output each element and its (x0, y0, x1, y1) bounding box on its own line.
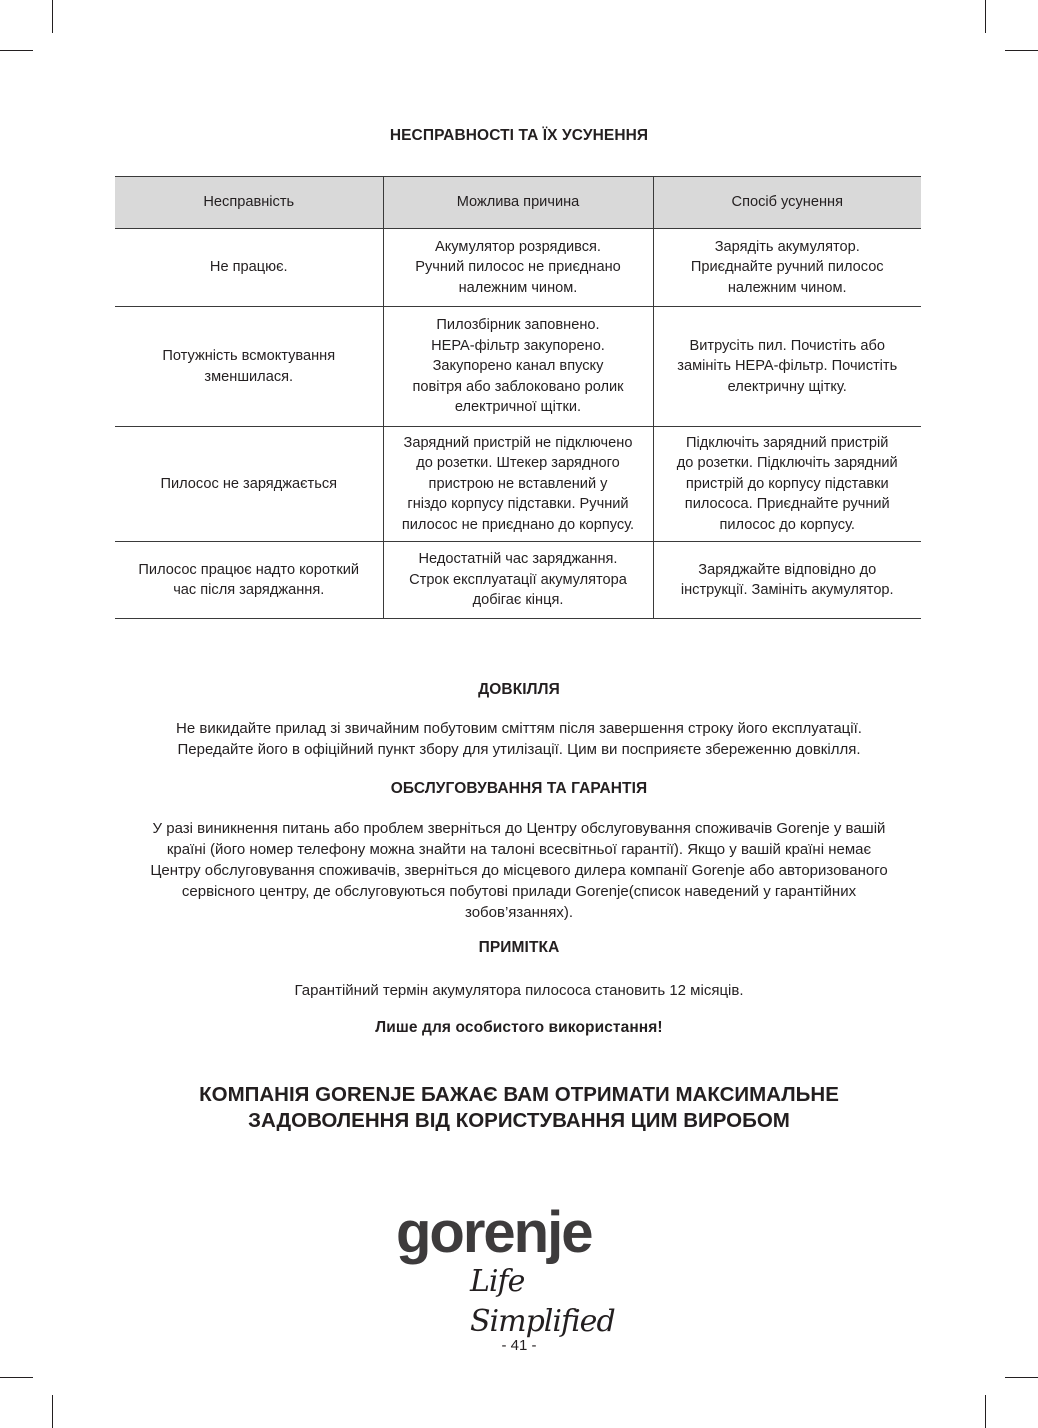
cell-line: Не працює. (209, 259, 288, 276)
troubleshooting-table (115, 176, 921, 619)
cell-line: Зарядіть акумулятор. (714, 238, 860, 255)
service-text (100, 818, 938, 923)
note-title: ПРИМІТКА (478, 939, 560, 956)
cell-line: гніздо корпусу підставки. Ручний (407, 496, 629, 513)
personal-use-note: Лише для особистого використання! (375, 1019, 663, 1036)
cell-line: Пилосос не заряджається (160, 475, 338, 492)
column-header-cause: Можлива причина (383, 177, 653, 229)
cell-line: Недостатній час заряджання. (418, 551, 618, 568)
cell-line: пристрою не вставлений у (428, 475, 608, 492)
fault-cell (115, 307, 383, 427)
cell-line: пилосос не приєднано до корпусу. (401, 516, 635, 533)
environment-text (100, 718, 938, 760)
cell-line: Підключіть зарядний пристрій (686, 434, 889, 451)
text-line: Передайте його в офіційний пункт збору для утилізації. Цим ви посприяєте збереженню довкілля. (177, 741, 861, 758)
cell-line: електричну щітку. (727, 378, 847, 395)
text-line: У разі виникнення питань або проблем зверніться до Центру обслуговування споживачів Gorenje у вашій (152, 820, 886, 837)
cell-line: електричної щітки. (454, 399, 582, 416)
note-text: Гарантійний термін акумулятора пилососа становить 12 місяців. (294, 982, 744, 999)
cell-line: Закупорено канал впуску (432, 358, 604, 375)
gorenje-logo: gorenje (396, 1200, 592, 1265)
service-title: ОБСЛУГОВУВАННЯ ТА ГАРАНТІЯ (390, 780, 648, 797)
text-line: сервісного центру, де обслуговуються побутові прилади Gorenje(список наведений у гарантійних (181, 883, 857, 900)
cell-line: зменшилася. (204, 368, 294, 385)
cell-line: Акумулятор розрядився. (435, 238, 601, 255)
column-header-fault: Несправність (115, 177, 383, 229)
remedy-cell (653, 229, 921, 307)
cell-line: добігає кінця. (472, 592, 564, 609)
cell-line: пилососа. Приєднайте ручний (684, 496, 890, 513)
cell-line: HEPA-фільтр закупорено. (431, 337, 605, 354)
cause-cell (383, 229, 653, 307)
table-row (115, 229, 921, 307)
cell-line: замініть HEPA-фільтр. Почистіть (677, 358, 898, 375)
cell-line: Приєднайте ручний пилосос (690, 259, 884, 276)
fault-cell (115, 229, 383, 307)
remedy-cell (653, 307, 921, 427)
text-line: Не викидайте прилад зі звичайним побутовим сміттям після завершення строку його експлуатації. (176, 720, 862, 737)
cell-line: повітря або заблоковано ролик (412, 378, 624, 395)
cause-cell (383, 542, 653, 619)
table-row (115, 427, 921, 542)
closing-line: КОМПАНІЯ GORENJE БАЖАЄ ВАМ ОТРИМАТИ МАКСИМАЛЬНЕ (199, 1083, 839, 1106)
troubleshooting-title: НЕСПРАВНОСТІ ТА ЇХ УСУНЕННЯ (389, 127, 649, 144)
cause-cell (383, 307, 653, 427)
column-header-remedy: Спосіб усунення (653, 177, 921, 229)
cell-line: Строк експлуатації акумулятора (409, 571, 627, 588)
crop-mark (52, 1395, 53, 1428)
cell-line: Витрусіть пил. Почистіть або (689, 337, 885, 354)
closing-message (0, 1082, 1038, 1134)
cell-line: Ручний пилосос не приєднано (415, 259, 621, 276)
cell-line: Заряджайте відповідно до (698, 561, 877, 578)
crop-mark (0, 1377, 33, 1378)
cell-line: Зарядний пристрій не підключено (403, 434, 633, 451)
crop-mark (985, 1395, 986, 1428)
cell-line: інструкції. Замініть акумулятор. (680, 582, 894, 598)
cell-line: Пилосос працює надто короткий (138, 561, 360, 578)
fault-cell (115, 542, 383, 619)
cell-line: пилосос до корпусу. (719, 516, 855, 533)
text-line: країні (його номер телефону можна знайти на талоні всесвітньої гарантії). Якщо у вашій країні немає (166, 841, 872, 858)
crop-mark (1005, 50, 1038, 51)
cell-line: до розетки. Підключіть зарядний (676, 455, 898, 472)
text-line: Центру обслуговування споживачів, зверніться до місцевого дилера компанії Gorenje або авторизованого (150, 862, 888, 879)
fault-cell (115, 427, 383, 542)
text-line: зобов’язаннях). (465, 904, 573, 921)
crop-mark (1005, 1377, 1038, 1378)
table-row (115, 307, 921, 427)
cell-line: до розетки. Штекер зарядного (416, 455, 620, 472)
cause-cell (383, 427, 653, 542)
cell-line: належним чином. (727, 279, 847, 296)
cell-line: час після заряджання. (173, 582, 325, 598)
table-row (115, 542, 921, 619)
cell-line: пристрій до корпусу підставки (685, 475, 889, 492)
crop-mark (52, 0, 53, 33)
cell-line: Пилозбірник заповнено. (436, 317, 600, 334)
brand-tagline: Life Simplified (470, 1264, 615, 1339)
crop-mark (985, 0, 986, 33)
remedy-cell (653, 427, 921, 542)
crop-mark (0, 50, 33, 51)
page-number: - 41 - (501, 1337, 537, 1354)
cell-line: Потужність всмоктування (162, 348, 336, 364)
environment-title: ДОВКІЛЛЯ (478, 681, 560, 698)
cell-line: належним чином. (458, 279, 578, 296)
table-header-row (115, 177, 921, 229)
remedy-cell (653, 542, 921, 619)
closing-line: ЗАДОВОЛЕННЯ ВІД КОРИСТУВАННЯ ЦИМ ВИРОБОМ (248, 1109, 790, 1132)
